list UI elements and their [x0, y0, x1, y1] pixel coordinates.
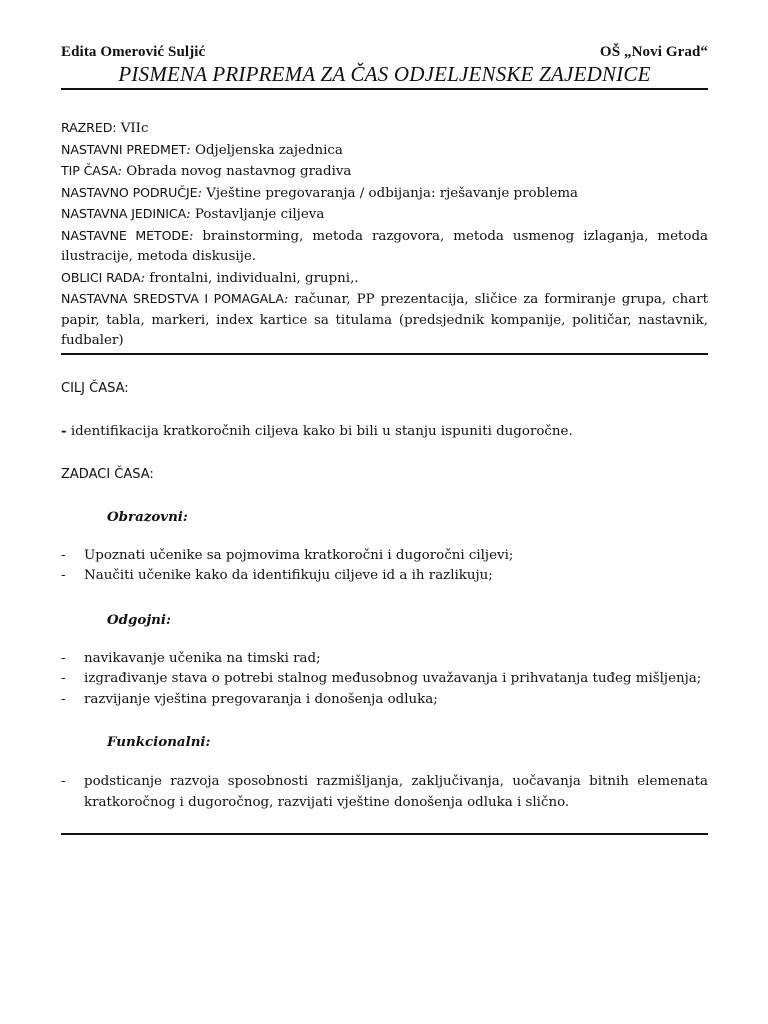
info-label: OBLICI RADA: [61, 269, 141, 285]
info-row: OBLICI RADA: frontalni, individualni, grupni,.: [61, 269, 359, 286]
info-label: NASTAVNA JEDINICA: [61, 206, 187, 221]
info-value: Vještine pregovaranja / odbijanja: rješavanje problema: [201, 185, 579, 201]
info-value: Postavljanje ciljeva: [190, 207, 325, 222]
bottom-divider: [61, 833, 708, 835]
info-value: brainstorming, metoda razgovora, metoda usmenog izlaganja, metoda ilustracije, metoda diskusije.: [61, 228, 708, 264]
info-value: frontalni, individualni, grupni,.: [145, 270, 359, 286]
info-label: TIP ČASA: [61, 163, 118, 178]
info-row: NASTAVNA SREDSTVA I POMAGALA: računar, PP prezentacija, sličice za formiranje grupa, chart papir, tabla, markeri, index kartice sa titulama (predsjednik kompanije, političar, nastavnik, fudbaler): [61, 291, 708, 348]
info-label: NASTAVNO PODRUČJE: [61, 184, 198, 200]
info-row: NASTAVNO PODRUČJE: Vještine pregovaranja / odbijanja: rješavanje problema: [61, 184, 579, 201]
list-item: - izgrađivanje stava o potrebi stalnog međusobnog uvažavanja i prihvatanja tuđeg mišljenja;: [61, 671, 702, 686]
goal-text: - identifikacija kratkoročnih ciljeva kako bi bili u stanju ispuniti dugoročne.: [61, 422, 573, 439]
list-funkcionalni: [61, 772, 708, 813]
info-row: [61, 118, 708, 140]
lesson-info: [61, 118, 708, 352]
title-divider: [61, 88, 708, 90]
author-name: Edita Omerović Suljić: [61, 44, 206, 60]
list-item: - podsticanje razvoja sposobnosti razmišljanja, zaključivanja, uočavanja bitnih elemenata kratkoročnog i dugoročnog, razvijati vještine donošenja odluka i slično.: [61, 774, 708, 810]
info-divider: [61, 353, 708, 355]
document-title: PISMENA PRIPREMA ZA ČAS ODJELJENSKE ZAJEDNICE: [118, 62, 651, 86]
school-name: OŠ „Novi Grad“: [599, 44, 708, 60]
info-row: NASTAVNA JEDINICA: Postavljanje ciljeva: [61, 206, 325, 222]
list-item: - razvijanje vještina pregovaranja i donošenja odluka;: [61, 691, 438, 707]
info-row: TIP ČASA: Obrada novog nastavnog gradiva: [61, 163, 352, 179]
subheading-odgojni: Odgojni:: [107, 611, 171, 628]
list-item: - Naučiti učenike kako da identifikuju ciljeve id a ih razlikuju;: [61, 568, 493, 583]
info-value: računar, PP prezentacija, sličice za formiranje grupa, chart papir, tabla, markeri, index kartice sa titulama (predsjednik kompanije, političar, nastavnik, fudbaler): [61, 292, 708, 348]
document-page: [61, 44, 708, 835]
subheading-obrazovni: Obrazovni:: [107, 508, 188, 525]
info-label: RAZRED:: [61, 120, 117, 135]
info-label: NASTAVNA SREDSTVA I POMAGALA: [61, 291, 284, 306]
info-value: Obrada novog nastavnog gradiva: [121, 164, 352, 179]
info-label: NASTAVNI PREDMET: [61, 141, 187, 157]
subheading-funkcionalni: Funkcionalni:: [107, 734, 211, 750]
list-item: - navikavanje učenika na timski rad;: [61, 650, 321, 666]
list-obrazovni: [61, 546, 708, 587]
info-row: NASTAVNE METODE: brainstorming, metoda razgovora, metoda usmenog izlaganja, metoda ilustracije, metoda diskusije.: [61, 227, 708, 264]
list-item: - Upoznati učenike sa pojmovima kratkoročni i dugoročni ciljevi;: [61, 547, 514, 563]
goal-heading: CILJ ČASA:: [61, 380, 129, 396]
list-odgojni: [61, 649, 708, 711]
info-value: VIIc: [116, 121, 149, 136]
info-row: NASTAVNI PREDMET: Odjeljenska zajednica: [61, 141, 343, 158]
info-value: Odjeljenska zajednica: [190, 142, 343, 158]
tasks-heading: ZADACI ČASA:: [61, 466, 154, 482]
info-label: NASTAVNE METODE: [61, 227, 189, 243]
header-row: [61, 44, 708, 61]
